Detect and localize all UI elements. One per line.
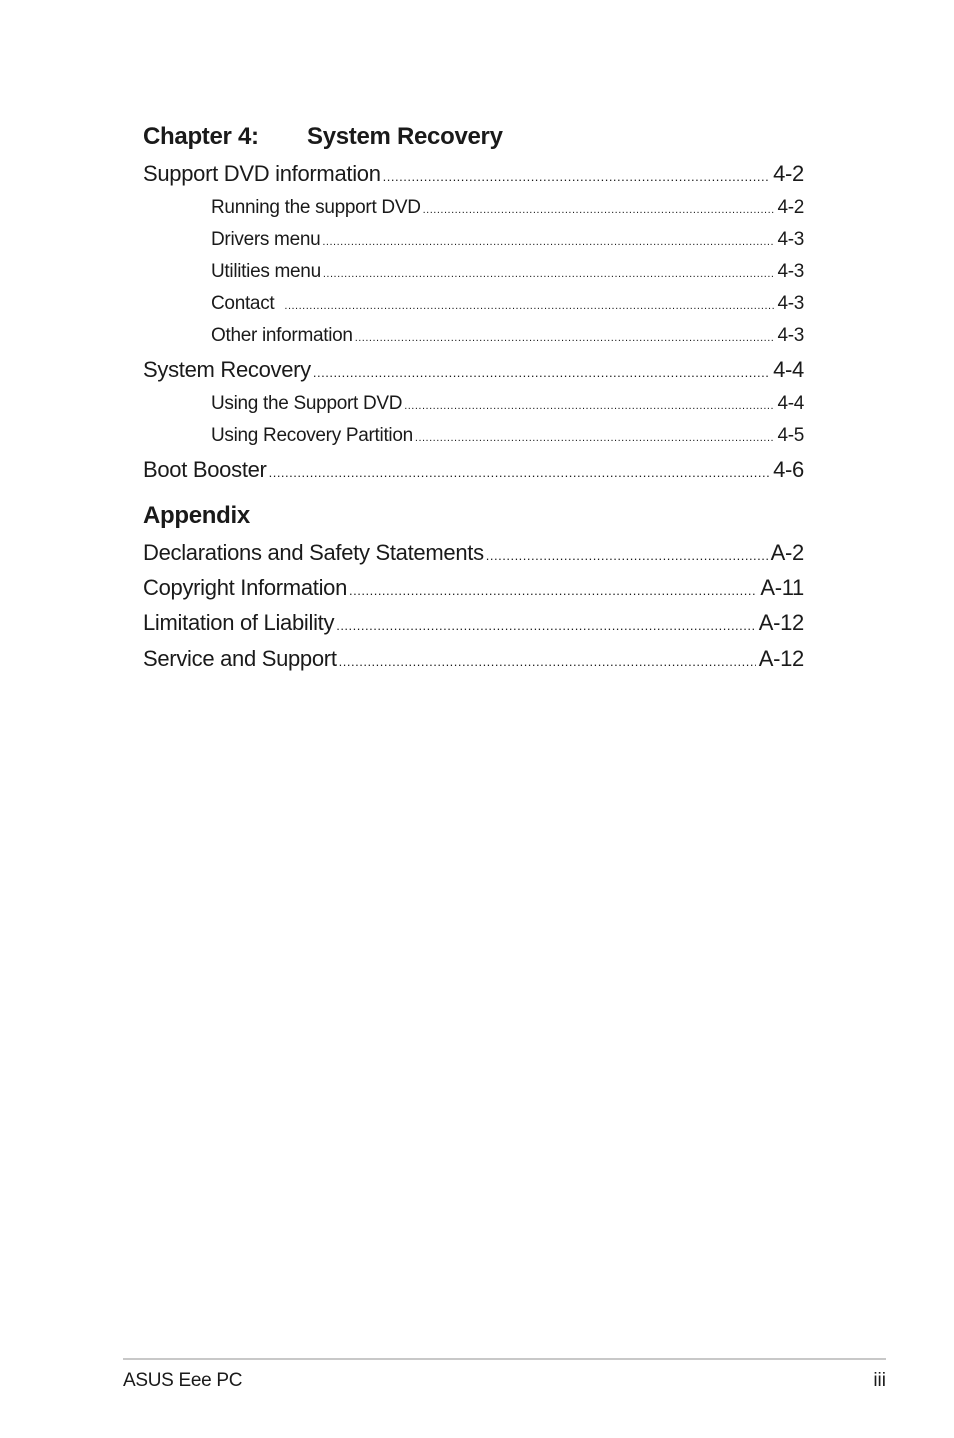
toc-entry-utilities-menu[interactable] [143,259,804,285]
dot-leader [323,261,775,287]
toc-entry-page: 4-3 [777,261,804,282]
dot-leader [339,647,756,677]
toc-entry-page: 4-3 [777,325,804,346]
dot-leader [355,325,775,351]
toc-entry-page: A-2 [770,540,804,565]
dot-leader [313,358,770,388]
toc-entry-limitation-of-liability[interactable] [143,608,804,638]
footer-page-number: iii [873,1370,886,1391]
toc-entry-title: Declarations and Safety Statements [143,540,484,565]
toc-entry-title: Using Recovery Partition [211,425,413,446]
dot-leader [284,293,774,319]
toc-entry-page: 4-5 [777,425,804,446]
toc-entry-system-recovery[interactable] [143,355,804,385]
toc-entry-running-the-support-dvd[interactable] [143,195,804,221]
toc-entry-title: Other information [211,325,353,346]
chapter-label: Chapter 4: [143,123,259,150]
chapter-4-heading [143,122,503,152]
toc-entry-using-recovery-partition[interactable] [143,423,804,449]
toc-entry-title: System Recovery [143,357,311,382]
toc-entry-contact[interactable] [143,291,804,317]
toc-entry-page: 4-3 [777,293,804,314]
toc-entry-page: 4-4 [777,393,804,414]
toc-entry-title: Drivers menu [211,229,321,250]
toc-entry-page: A-12 [758,646,804,671]
appendix-heading: Appendix [143,502,250,529]
toc-entry-page: 4-3 [777,229,804,250]
dot-leader [486,541,768,571]
toc-entry-service-and-support[interactable] [143,644,804,674]
toc-entry-declarations-and-safety-statements[interactable] [143,538,804,568]
footer-divider [123,1358,886,1360]
toc-entry-title: Utilities menu [211,261,321,282]
dot-leader [336,611,756,641]
toc-entry-page: A-12 [758,610,804,635]
toc-entry-support-dvd-information[interactable] [143,159,804,189]
toc-entry-using-the-support-dvd[interactable] [143,391,804,417]
toc-entry-page: A-11 [760,575,804,600]
dot-leader [322,229,774,255]
toc-entry-other-information[interactable] [143,323,804,349]
toc-entry-title: Service and Support [143,646,337,671]
toc-entry-page: 4-6 [773,457,804,482]
dot-leader [415,425,775,451]
dot-leader [269,458,771,488]
toc-entry-title: Contact [211,293,275,314]
dot-leader [404,393,774,419]
toc-entry-page: 4-2 [777,197,804,218]
toc-entry-page: 4-2 [773,161,804,186]
dot-leader [383,162,770,192]
footer-product-name: ASUS Eee PC [123,1370,243,1391]
chapter-title: System Recovery [307,123,503,150]
toc-entry-title: Boot Booster [143,457,267,482]
toc-entry-boot-booster[interactable] [143,455,804,485]
toc-entry-title: Support DVD information [143,161,381,186]
toc-entry-title: Using the Support DVD [211,393,403,414]
toc-entry-title: Copyright Information [143,575,348,600]
toc-entry-drivers-menu[interactable] [143,227,804,253]
toc-entry-copyright-information[interactable] [143,573,804,603]
dot-leader [423,197,775,223]
dot-leader [349,576,757,606]
toc-entry-title: Limitation of Liability [143,610,335,635]
toc-entry-page: 4-4 [773,357,804,382]
toc-entry-title: Running the support DVD [211,197,421,218]
